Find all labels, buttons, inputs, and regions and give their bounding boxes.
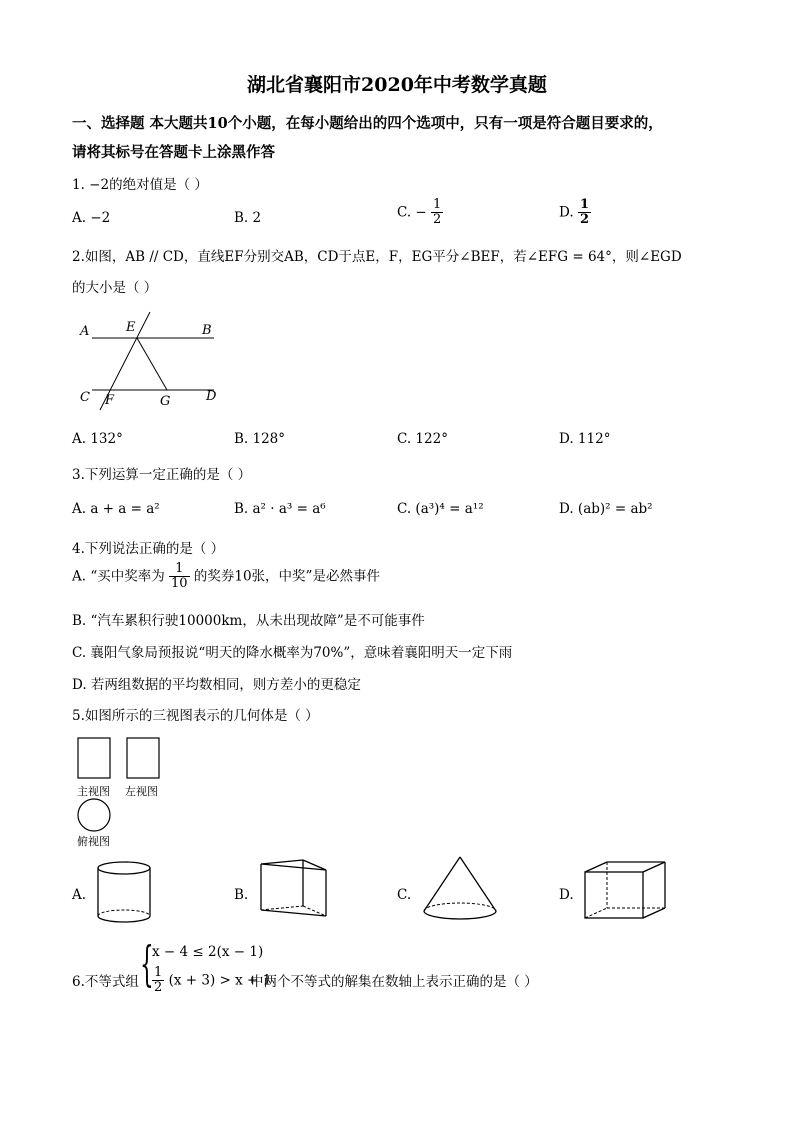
q1-option-d-fraction: [578, 198, 591, 228]
q1-stem: 1. −2的绝对值是（ ）: [72, 177, 208, 193]
q1-option-c: [397, 198, 443, 228]
q4-a-numerator: 1: [169, 562, 190, 577]
q2-option-b: B. 128°: [234, 431, 286, 447]
q4-option-d: D. 若两组数据的平均数相同，则方差小的更稳定: [72, 677, 361, 693]
q1-d-denominator: 2: [579, 212, 589, 228]
left-view-label: 左视图: [125, 785, 158, 798]
q3-option-d: D. (ab)² = ab²: [559, 501, 653, 517]
label-f: F: [105, 393, 115, 408]
q4-a-prefix: A. “买中奖率为: [72, 568, 165, 585]
q6-ineq2-fraction: [152, 966, 164, 996]
q4-option-b: B. “汽车累积行驶10000km，从未出现故障”是不可能事件: [72, 613, 425, 629]
q2-option-d: D. 112°: [559, 431, 611, 447]
q2-option-a: A. 132°: [72, 431, 123, 447]
cylinder-icon: [95, 858, 155, 926]
q5-option-c: C.: [397, 887, 412, 903]
q1-c-numerator: 1: [433, 197, 442, 212]
top-view-circle: [78, 799, 110, 831]
line-eg: [137, 338, 167, 390]
front-view-label: 主视图: [77, 785, 110, 798]
q3-option-c: C. (a³)⁴ = a¹²: [397, 501, 484, 517]
q4-option-c: C. 襄阳气象局预报说“明天的降水概率为70%”，意味着襄阳明天一定下雨: [72, 645, 513, 661]
q6-prefix: 6.不等式组: [72, 974, 139, 990]
q4-stem: 4.下列说法正确的是（ ）: [72, 541, 225, 557]
label-b: B: [202, 323, 212, 338]
q2-stem-line1: 2.如图，AB // CD，直线EF分别交AB，CD于点E，F，EG平分∠BEF，若∠EFG = 64°，则∠EGD: [72, 249, 682, 265]
q2-option-c: C. 122°: [397, 431, 448, 447]
section-heading-line2: 请将其标号在答题卡上涂黑作答: [72, 144, 275, 161]
q3-option-b: B. a² · a³ = a⁶: [234, 501, 326, 517]
q1-option-c-fraction: [431, 198, 443, 228]
q1-option-b: B. 2: [234, 210, 262, 226]
q6-brace: {: [140, 936, 154, 992]
q6-ineq2-numerator: 1: [154, 965, 163, 980]
cone-icon: [420, 855, 500, 923]
q1-option-a: A. −2: [72, 210, 111, 226]
q1-d-numerator: 1: [579, 197, 589, 212]
q1-option-d-prefix: D.: [559, 204, 578, 221]
q6-inequality-1: x − 4 ≤ 2(x − 1): [152, 944, 264, 960]
label-g: G: [160, 394, 171, 409]
q3-option-a: A. a + a = a²: [72, 501, 160, 517]
q5-option-b: B.: [234, 887, 249, 903]
left-view-rect: [127, 738, 159, 778]
top-view-label: 俯视图: [77, 835, 110, 848]
q4-a-denominator: 10: [171, 576, 188, 592]
q2-stem-line2: 的大小是（ ）: [72, 280, 158, 296]
q4-a-fraction: [169, 562, 190, 592]
page-title: 湖北省襄阳市2020年中考数学真题: [247, 74, 547, 96]
label-e: E: [126, 320, 136, 335]
q4-a-suffix: 的奖券10张，中奖”是必然事件: [193, 568, 380, 585]
q5-option-d: D.: [559, 887, 574, 903]
triangular-prism-icon: [258, 858, 328, 920]
q1-option-d: [559, 198, 591, 228]
section-heading-line1: 一、选择题 本大题共10个小题，在每小题给出的四个选项中，只有一项是符合题目要求的，: [72, 115, 663, 132]
q6-suffix: 中两个不等式的解集在数轴上表示正确的是（ ）: [250, 974, 538, 990]
label-a: A: [80, 324, 90, 339]
q1-option-c-prefix: C. −: [397, 204, 427, 221]
q5-stem: 5.如图所示的三视图表示的几何体是（ ）: [72, 708, 319, 724]
q2-figure: [72, 310, 232, 415]
q6-ineq2-rest: (x + 3) > x + 1: [168, 972, 272, 989]
q4-option-a: [72, 562, 380, 592]
q3-stem: 3.下列运算一定正确的是（ ）: [72, 467, 252, 483]
label-c: C: [80, 390, 90, 405]
q6-ineq2-denominator: 2: [154, 980, 163, 996]
cuboid-icon: [582, 860, 668, 922]
label-d: D: [206, 389, 217, 404]
q5-option-a: A.: [72, 887, 87, 903]
front-view-rect: [78, 738, 110, 778]
q1-c-denominator: 2: [433, 212, 442, 228]
